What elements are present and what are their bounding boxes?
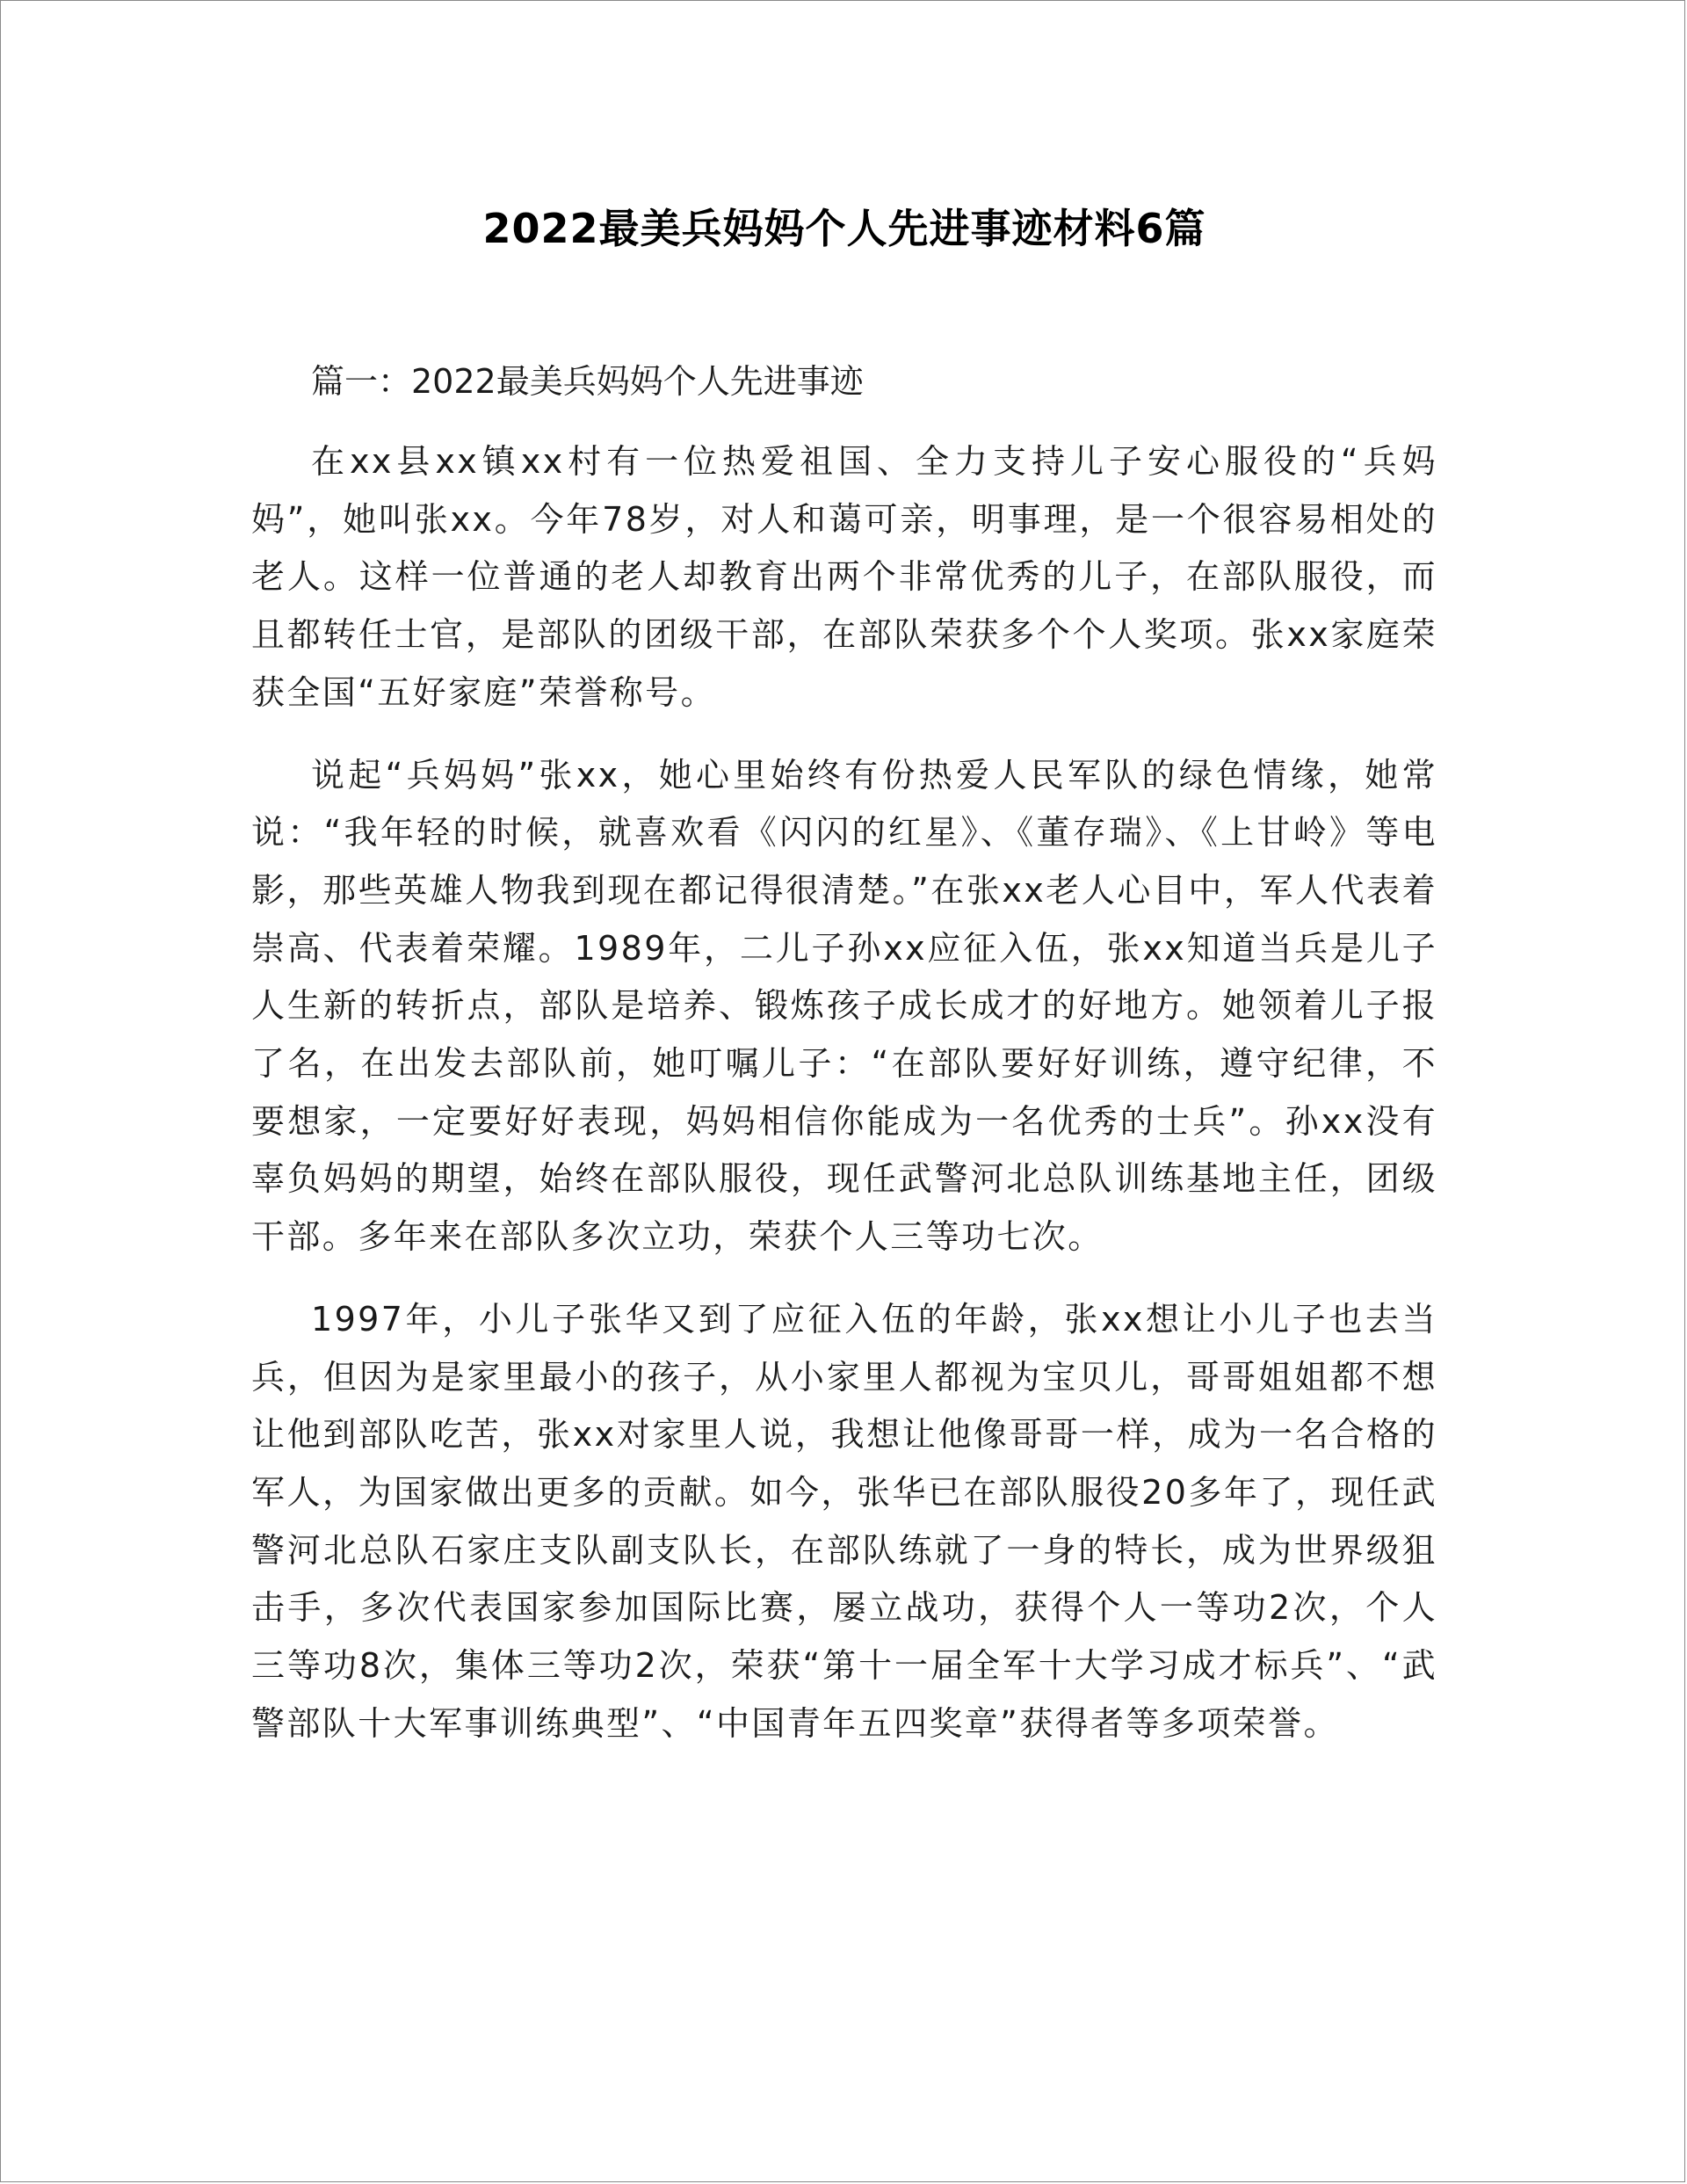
paragraph-2: 说起“兵妈妈”张xx，她心里始终有份热爱人民军队的绿色情缘，她常说：“我年轻的时候，就喜欢看《闪闪的红星》、《董存瑞》、《上甘岭》等电影，那些英雄人物我到现在都记得很清楚。”在张xx老人心目中，军人代表着崇高、代表着荣耀。1989年，二儿子孙xx应征入伍，张xx知道当兵是儿子人生新的转折点，部队是培养、锻炼孩子成长成才的好地方。她领着儿子报了名，在出发去部队前，她叮嘱儿子：“在部队要好好训练，遵守纪律，不要想家，一定要好好表现，妈妈相信你能成为一名优秀的士兵”。孙xx没有辜负妈妈的期望，始终在部队服役，现任武警河北总队训练基地主任，团级干部。多年来在部队多次立功，荣获个人三等功七次。 xyxy=(251,755,1437,1257)
document-title: 2022最美兵妈妈个人先进事迹材料6篇 xyxy=(482,205,1206,252)
document-body xyxy=(251,198,1437,1777)
section-heading: 篇一：2022最美兵妈妈个人先进事迹 xyxy=(311,362,864,401)
paragraph-1: 在xx县xx镇xx村有一位热爱祖国、全力支持儿子安心服役的“兵妈妈”，她叫张xx。今年78岁，对人和蔼可亲，明事理，是一个很容易相处的老人。这样一位普通的老人却教育出两个非常优秀的儿子，在部队服役，而且都转任士官，是部队的团级干部，在部队荣获多个个人奖项。张xx家庭荣获全国“五好家庭”荣誉称号。 xyxy=(251,442,1437,712)
paragraph-3: 1997年，小儿子张华又到了应征入伍的年龄，张xx想让小儿子也去当兵，但因为是家里最小的孩子，从小家里人都视为宝贝儿，哥哥姐姐都不想让他到部队吃苦，张xx对家里人说，我想让他像哥哥一样，成为一名合格的军人，为国家做出更多的贡献。如今，张华已在部队服役20多年了，现任武警河北总队石家庄支队副支队长，在部队练就了一身的特长，成为世界级狙击手，多次代表国家参加国际比赛，屡立战功，获得个人一等功2次，个人三等功8次，集体三等功2次，荣获“第十一届全军十大学习成才标兵”、“武警部队十大军事训练典型”、“中国青年五四奖章”获得者等多项荣誉。 xyxy=(251,1299,1437,1743)
